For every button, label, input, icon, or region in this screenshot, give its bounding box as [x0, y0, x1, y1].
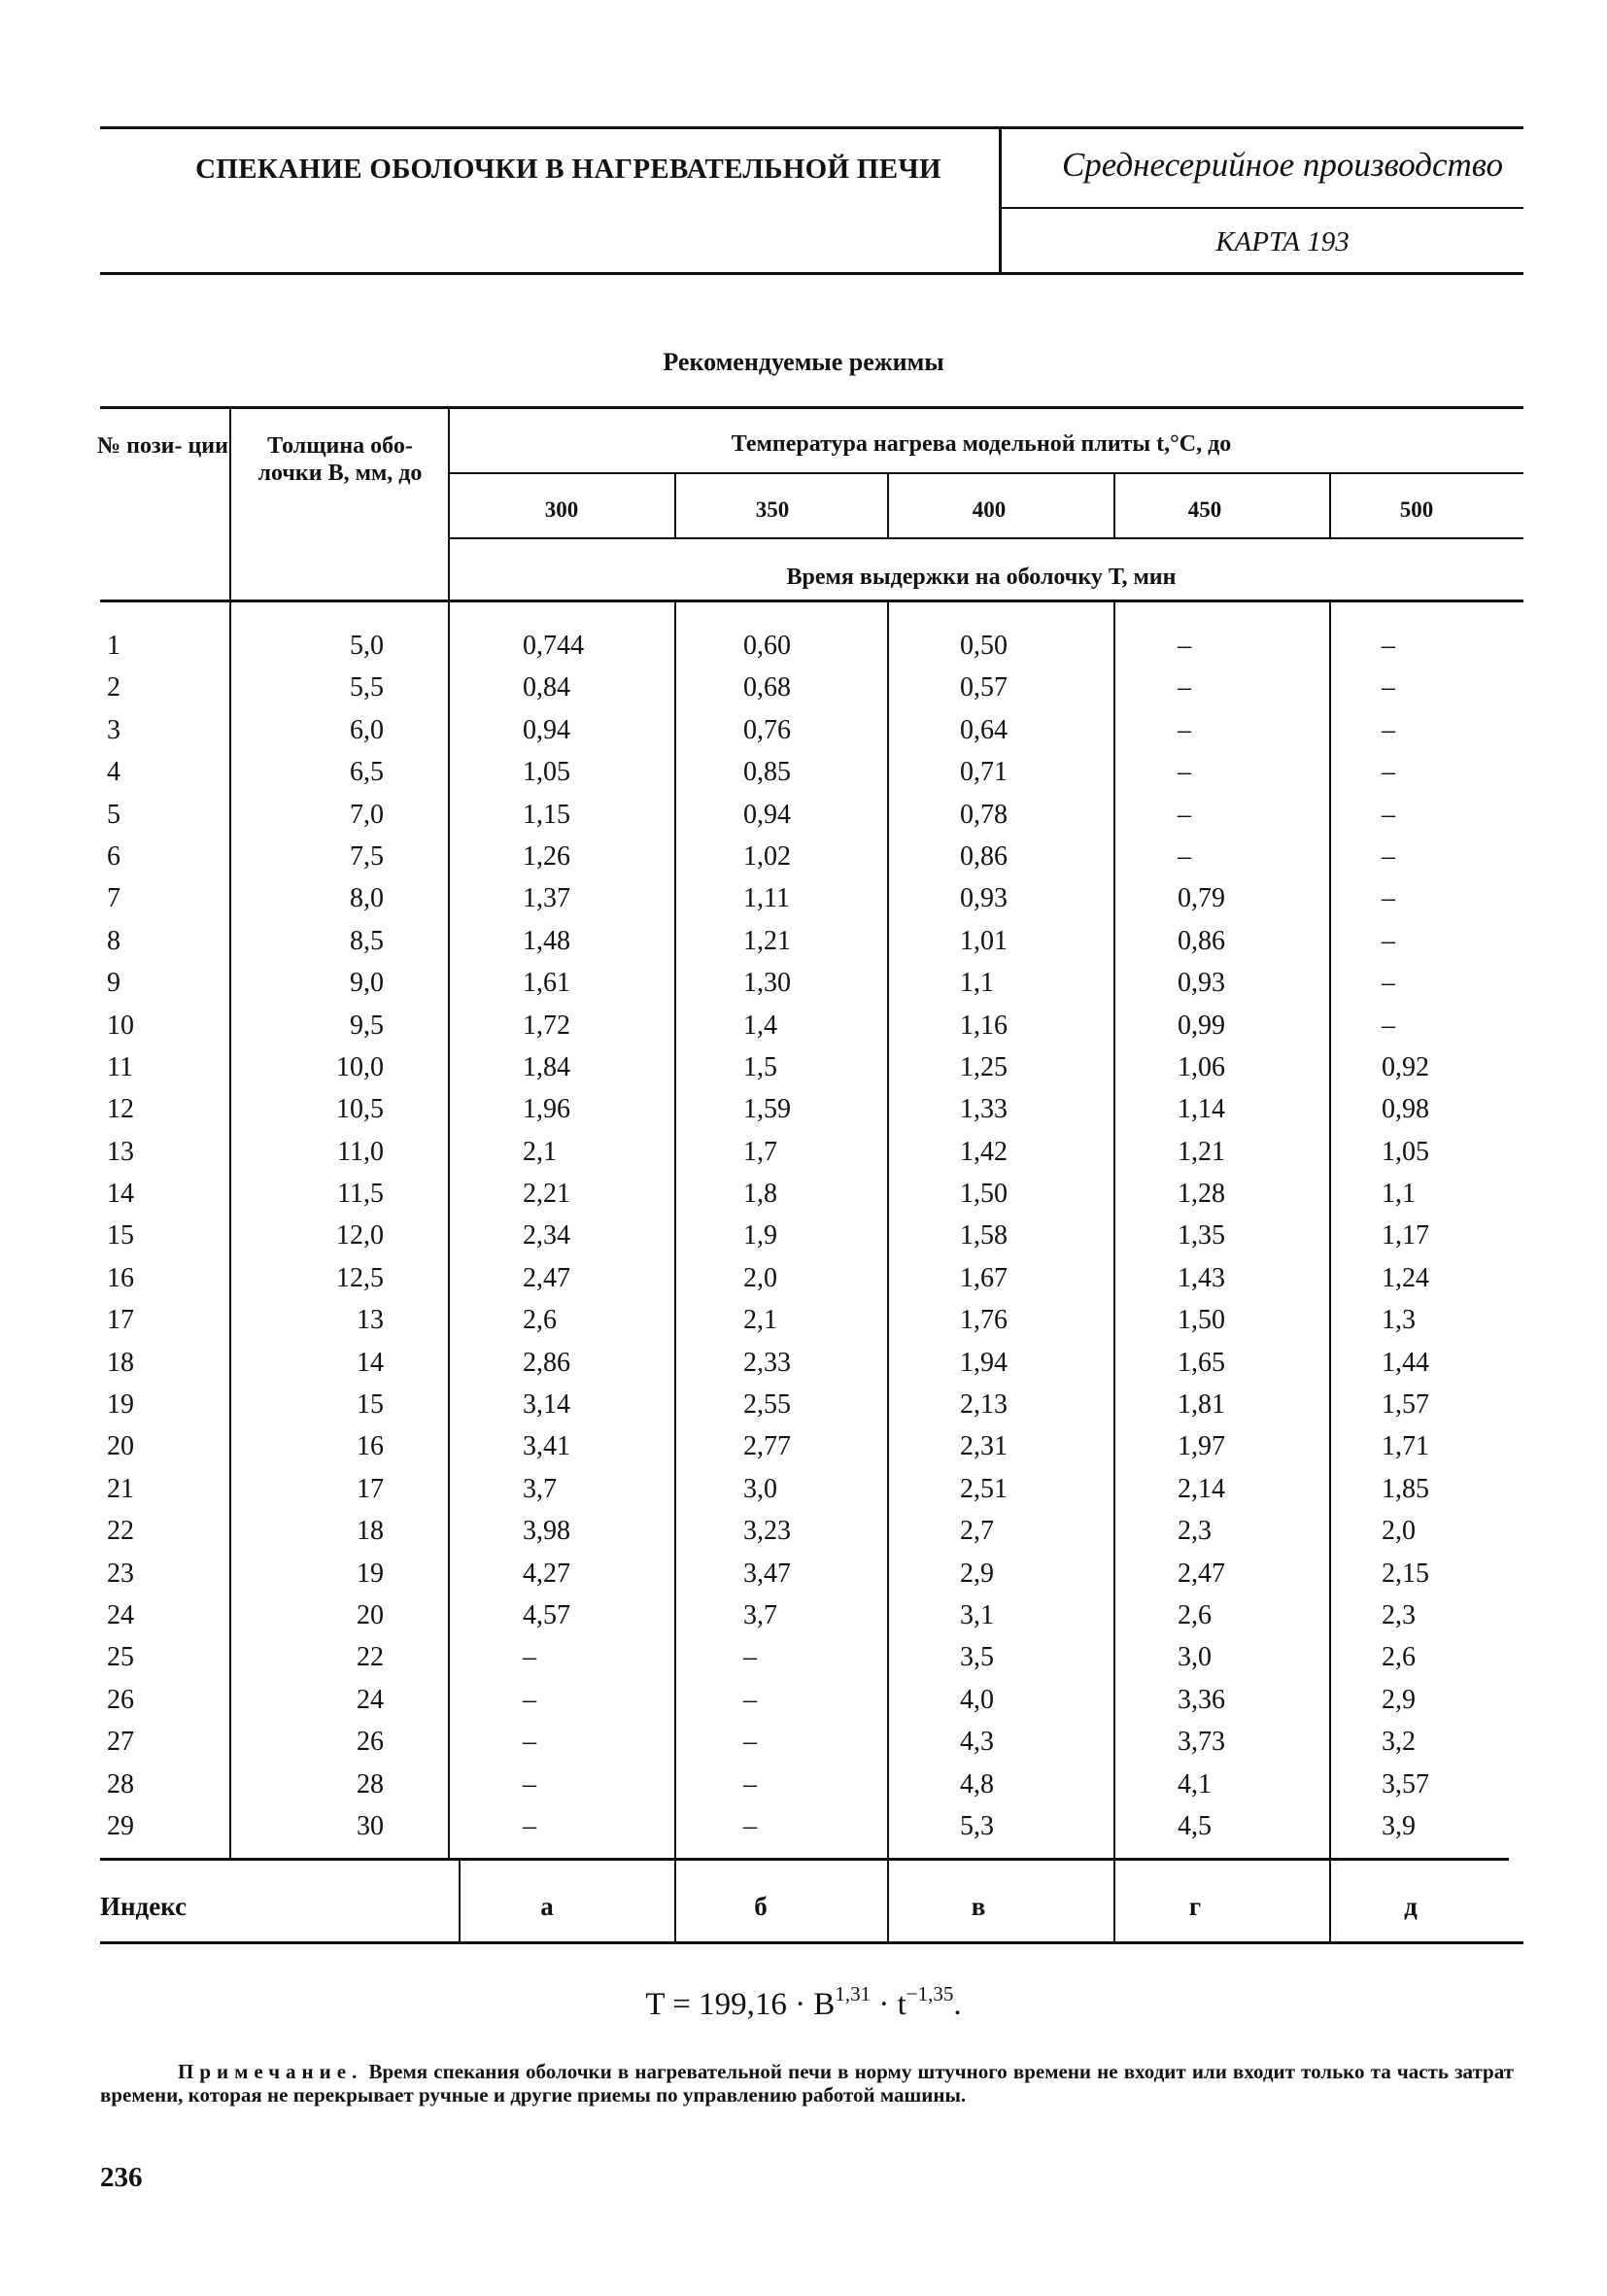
row-time-300: – — [523, 1684, 536, 1715]
row-position: 25 — [107, 1642, 134, 1673]
row-time-350: 2,77 — [743, 1431, 791, 1462]
formula-end: . — [953, 1987, 962, 2022]
row-time-450: 0,99 — [1178, 1010, 1225, 1041]
row-time-400: 0,78 — [960, 799, 1008, 830]
table-row — [0, 1805, 1607, 1847]
row-position: 2 — [107, 672, 120, 703]
index-g: г — [1188, 1892, 1202, 1921]
row-time-400: 5,3 — [960, 1810, 994, 1841]
row-time-500: 0,98 — [1382, 1094, 1429, 1125]
row-time-500: – — [1382, 968, 1395, 999]
row-time-400: 0,50 — [960, 631, 1008, 661]
row-time-300: 1,26 — [523, 840, 570, 872]
table-row — [0, 1594, 1607, 1636]
row-time-450: 3,0 — [1178, 1642, 1212, 1673]
row-time-500: – — [1382, 883, 1395, 914]
row-time-300: 2,86 — [523, 1347, 570, 1378]
table-row — [0, 877, 1607, 919]
row-time-350: 2,0 — [743, 1262, 777, 1293]
row-time-450: 3,73 — [1178, 1727, 1225, 1758]
row-time-300: 1,84 — [523, 1051, 570, 1082]
row-time-450: 1,97 — [1178, 1431, 1225, 1462]
col-divider-5 — [1113, 474, 1115, 539]
row-time-350: 0,60 — [743, 631, 791, 661]
row-position: 4 — [107, 757, 120, 788]
row-time-300: – — [523, 1810, 536, 1841]
row-thickness: 28 — [357, 1768, 384, 1799]
row-time-400: 4,8 — [960, 1768, 994, 1799]
row-position: 24 — [107, 1599, 134, 1630]
row-time-300: 2,1 — [523, 1136, 557, 1167]
row-thickness: 12,0 — [336, 1220, 384, 1251]
temp-400: 400 — [972, 497, 1007, 522]
row-position: 16 — [107, 1262, 134, 1293]
row-time-400: 2,13 — [960, 1389, 1008, 1421]
row-time-350: 3,23 — [743, 1516, 791, 1547]
row-thickness: 15 — [357, 1389, 384, 1421]
row-time-400: 3,1 — [960, 1599, 994, 1630]
row-position: 12 — [107, 1094, 134, 1125]
index-divider-1 — [459, 1860, 461, 1943]
card-number: КАРТА 193 — [1215, 226, 1350, 257]
row-time-400: 2,9 — [960, 1558, 994, 1589]
index-label: Индекс — [100, 1892, 188, 1921]
row-time-350: – — [743, 1810, 757, 1841]
temp-350: 350 — [755, 497, 790, 522]
row-time-500: 1,71 — [1382, 1431, 1429, 1462]
table-row — [0, 1257, 1607, 1299]
row-time-300: 4,27 — [523, 1558, 570, 1589]
row-time-500: 2,9 — [1382, 1684, 1416, 1715]
row-position: 29 — [107, 1810, 134, 1841]
row-time-400: 0,71 — [960, 757, 1008, 788]
row-thickness: 30 — [357, 1810, 384, 1841]
row-position: 1 — [107, 631, 120, 661]
row-position: 23 — [107, 1558, 134, 1589]
col-divider-4 — [887, 474, 889, 539]
row-thickness: 7,5 — [350, 840, 384, 872]
table-bottom-rule — [100, 1858, 1509, 1861]
row-time-300: 0,744 — [523, 631, 584, 661]
row-time-450: 1,35 — [1178, 1220, 1225, 1251]
row-time-350: 2,1 — [743, 1305, 777, 1336]
row-time-300: 1,96 — [523, 1094, 570, 1125]
row-time-400: 2,7 — [960, 1516, 994, 1547]
row-time-350: 1,8 — [743, 1179, 777, 1210]
row-time-350: 3,7 — [743, 1599, 777, 1630]
row-time-500: 2,6 — [1382, 1642, 1416, 1673]
row-time-450: 1,65 — [1178, 1347, 1225, 1378]
table-row — [0, 1679, 1607, 1721]
row-time-400: 1,67 — [960, 1262, 1008, 1293]
row-thickness: 20 — [357, 1599, 384, 1630]
index-d: д — [1404, 1892, 1418, 1921]
row-time-300: 1,15 — [523, 799, 570, 830]
row-time-500: – — [1382, 1010, 1395, 1041]
row-time-350: 1,21 — [743, 925, 791, 956]
row-time-300: 1,72 — [523, 1010, 570, 1041]
header-divider-vertical — [999, 126, 1002, 274]
row-position: 8 — [107, 925, 120, 956]
row-time-300: 4,57 — [523, 1599, 570, 1630]
col-divider-3 — [674, 474, 676, 539]
row-time-300: 2,6 — [523, 1305, 557, 1336]
row-thickness: 5,5 — [350, 672, 384, 703]
row-position: 21 — [107, 1473, 134, 1504]
row-time-500: 1,85 — [1382, 1473, 1429, 1504]
row-time-500: 1,1 — [1382, 1179, 1416, 1210]
row-time-300: 3,7 — [523, 1473, 557, 1504]
row-position: 17 — [107, 1305, 134, 1336]
row-time-350: 1,11 — [743, 883, 790, 914]
table-row — [0, 1342, 1607, 1384]
row-time-500: 1,44 — [1382, 1347, 1429, 1378]
table-row — [0, 1173, 1607, 1215]
table-row — [0, 1510, 1607, 1552]
row-time-450: 4,5 — [1178, 1810, 1212, 1841]
row-time-300: 3,98 — [523, 1516, 570, 1547]
row-thickness: 9,5 — [350, 1010, 384, 1041]
index-v: в — [971, 1892, 986, 1921]
row-time-300: 1,48 — [523, 925, 570, 956]
head-bottom-rule — [100, 600, 1523, 602]
row-thickness: 16 — [357, 1431, 384, 1462]
row-time-500: – — [1382, 925, 1395, 956]
row-thickness: 11,0 — [337, 1136, 384, 1167]
table-row — [0, 667, 1607, 708]
row-time-450: 1,14 — [1178, 1094, 1225, 1125]
row-time-500: – — [1382, 714, 1395, 745]
table-top-rule — [100, 406, 1523, 409]
row-thickness: 7,0 — [350, 799, 384, 830]
row-time-400: 3,5 — [960, 1642, 994, 1673]
table-row — [0, 1553, 1607, 1594]
note-lead: Примечание. — [178, 2060, 363, 2083]
row-position: 22 — [107, 1516, 134, 1547]
table-row — [0, 751, 1607, 793]
row-time-400: 1,58 — [960, 1220, 1008, 1251]
row-time-500: 2,3 — [1382, 1599, 1416, 1630]
row-thickness: 14 — [357, 1347, 384, 1378]
table-row — [0, 794, 1607, 836]
row-time-400: 0,57 — [960, 672, 1008, 703]
row-time-500: 1,57 — [1382, 1389, 1429, 1421]
row-time-500: – — [1382, 799, 1395, 830]
row-time-400: 0,93 — [960, 883, 1008, 914]
row-thickness: 8,5 — [350, 925, 384, 956]
row-time-450: 0,86 — [1178, 925, 1225, 956]
row-position: 3 — [107, 714, 120, 745]
table-row — [0, 962, 1607, 1004]
row-thickness: 10,5 — [336, 1094, 384, 1125]
page-number: 236 — [100, 2162, 143, 2193]
row-thickness: 12,5 — [336, 1262, 384, 1293]
row-time-400: 0,86 — [960, 840, 1008, 872]
row-position: 15 — [107, 1220, 134, 1251]
row-time-350: 1,30 — [743, 968, 791, 999]
table-row — [0, 1721, 1607, 1763]
row-time-300: 0,84 — [523, 672, 570, 703]
note-text: Время спекания оболочки в нагревательной печи в норму штучного времени не входит или входит только та часть затрат времени, которая не перекрывает ручные и другие приемы по управлению работой машины. — [100, 2060, 1514, 2107]
row-time-300: – — [523, 1768, 536, 1799]
row-thickness: 26 — [357, 1727, 384, 1758]
header-bottom-rule — [100, 272, 1523, 275]
table-row — [0, 1046, 1607, 1088]
table-row — [0, 709, 1607, 751]
row-thickness: 19 — [357, 1558, 384, 1589]
row-time-450: 0,93 — [1178, 968, 1225, 999]
table-row — [0, 1005, 1607, 1046]
index-bottom-rule — [100, 1941, 1523, 1944]
row-time-450: 1,50 — [1178, 1305, 1225, 1336]
row-time-450: – — [1178, 757, 1191, 788]
row-time-400: 4,3 — [960, 1727, 994, 1758]
row-thickness: 8,0 — [350, 883, 384, 914]
table-row — [0, 1468, 1607, 1510]
row-time-500: 1,24 — [1382, 1262, 1429, 1293]
table-row — [0, 1636, 1607, 1678]
row-time-450: 1,81 — [1178, 1389, 1225, 1421]
card-title: СПЕКАНИЕ ОБОЛОЧКИ В НАГРЕВАТЕЛЬНОЙ ПЕЧИ — [195, 154, 941, 185]
temp-450: 450 — [1187, 497, 1222, 522]
row-time-350: 1,59 — [743, 1094, 791, 1125]
row-time-400: 1,76 — [960, 1305, 1008, 1336]
row-time-500: 3,9 — [1382, 1810, 1416, 1841]
row-time-300: 0,94 — [523, 714, 570, 745]
temp-300: 300 — [544, 497, 579, 522]
table-row — [0, 1299, 1607, 1341]
table-body — [0, 625, 1607, 1847]
row-time-500: 3,57 — [1382, 1768, 1429, 1799]
row-thickness: 24 — [357, 1684, 384, 1715]
row-time-450: – — [1178, 714, 1191, 745]
row-position: 11 — [107, 1051, 133, 1082]
row-time-450: – — [1178, 840, 1191, 872]
row-position: 7 — [107, 883, 120, 914]
row-time-300: 2,34 — [523, 1220, 570, 1251]
row-time-450: 2,3 — [1178, 1516, 1212, 1547]
row-position: 28 — [107, 1768, 134, 1799]
row-time-300: 2,21 — [523, 1179, 570, 1210]
row-time-400: 2,51 — [960, 1473, 1008, 1504]
row-time-300: – — [523, 1727, 536, 1758]
header-hold-time: Время выдержки на оболочку Т, мин — [786, 565, 1177, 590]
production-type: Среднесерийное производство — [1061, 146, 1504, 184]
row-time-350: – — [743, 1642, 757, 1673]
row-thickness: 17 — [357, 1473, 384, 1504]
row-time-350: 2,33 — [743, 1347, 791, 1378]
table-row — [0, 1215, 1607, 1256]
table-row — [0, 625, 1607, 667]
row-thickness: 13 — [357, 1305, 384, 1336]
row-position: 20 — [107, 1431, 134, 1462]
row-time-350: 1,02 — [743, 840, 791, 872]
table-row — [0, 920, 1607, 962]
row-time-450: 1,21 — [1178, 1136, 1225, 1167]
row-thickness: 9,0 — [350, 968, 384, 999]
table-row — [0, 1384, 1607, 1425]
row-thickness: 6,5 — [350, 757, 384, 788]
row-thickness: 6,0 — [350, 714, 384, 745]
row-time-400: 2,31 — [960, 1431, 1008, 1462]
row-time-350: 1,9 — [743, 1220, 777, 1251]
row-time-450: 2,47 — [1178, 1558, 1225, 1589]
header-position: № пози- ции — [97, 433, 228, 459]
row-time-350: 3,0 — [743, 1473, 777, 1504]
row-time-350: 1,5 — [743, 1051, 777, 1082]
row-time-500: 2,15 — [1382, 1558, 1429, 1589]
formula-lhs: T = 199,16 · B — [645, 1987, 836, 2022]
col-divider-6 — [1329, 474, 1331, 539]
row-time-500: 1,05 — [1382, 1136, 1429, 1167]
table-row — [0, 1088, 1607, 1130]
formula-mid: · t — [871, 1987, 906, 2022]
row-time-500: – — [1382, 631, 1395, 661]
row-time-350: – — [743, 1768, 757, 1799]
table-row — [0, 836, 1607, 877]
row-time-400: 1,42 — [960, 1136, 1008, 1167]
row-time-350: – — [743, 1684, 757, 1715]
row-time-300: 1,61 — [523, 968, 570, 999]
row-time-400: 4,0 — [960, 1684, 994, 1715]
table-row — [0, 1764, 1607, 1805]
row-time-450: 2,14 — [1178, 1473, 1225, 1504]
row-time-450: 4,1 — [1178, 1768, 1212, 1799]
row-position: 10 — [107, 1010, 134, 1041]
header-top-rule — [100, 126, 1523, 129]
row-thickness: 22 — [357, 1642, 384, 1673]
table-row — [0, 1131, 1607, 1173]
formula — [0, 1982, 1607, 2023]
row-position: 18 — [107, 1347, 134, 1378]
table-subtitle: Рекомендуемые режимы — [663, 348, 944, 376]
row-time-500: 1,17 — [1382, 1220, 1429, 1251]
row-time-400: 0,64 — [960, 714, 1008, 745]
row-time-400: 1,94 — [960, 1347, 1008, 1378]
row-time-400: 1,16 — [960, 1010, 1008, 1041]
row-time-500: 3,2 — [1382, 1727, 1416, 1758]
index-b: б — [754, 1892, 768, 1921]
row-thickness: 11,5 — [337, 1179, 384, 1210]
row-time-450: 3,36 — [1178, 1684, 1225, 1715]
row-position: 6 — [107, 840, 120, 872]
row-time-400: 1,1 — [960, 968, 994, 999]
formula-exp-b: 1,31 — [835, 1982, 872, 2005]
row-time-300: – — [523, 1642, 536, 1673]
header-temperature: Температура нагрева модельной плиты t,°C, до — [731, 431, 1232, 457]
row-position: 5 — [107, 799, 120, 830]
row-time-300: 2,47 — [523, 1262, 570, 1293]
row-time-300: 1,05 — [523, 757, 570, 788]
row-time-300: 1,37 — [523, 883, 570, 914]
row-time-450: 1,06 — [1178, 1051, 1225, 1082]
header-mid-rule — [1001, 207, 1523, 209]
row-time-350: – — [743, 1727, 757, 1758]
table-row — [0, 1425, 1607, 1467]
temp-header-rule — [450, 472, 1523, 474]
row-time-500: 0,92 — [1382, 1051, 1429, 1082]
row-time-450: 0,79 — [1178, 883, 1225, 914]
row-position: 26 — [107, 1684, 134, 1715]
row-time-500: – — [1382, 757, 1395, 788]
row-thickness: 5,0 — [350, 631, 384, 661]
row-time-350: 0,76 — [743, 714, 791, 745]
row-position: 19 — [107, 1389, 134, 1421]
row-position: 14 — [107, 1179, 134, 1210]
row-time-450: – — [1178, 631, 1191, 661]
row-position: 9 — [107, 968, 120, 999]
row-time-500: 1,3 — [1382, 1305, 1416, 1336]
temp-500: 500 — [1399, 497, 1434, 522]
formula-exp-t: −1,35 — [906, 1982, 954, 2005]
row-time-450: 2,6 — [1178, 1599, 1212, 1630]
row-time-450: 1,28 — [1178, 1179, 1225, 1210]
row-time-350: 0,94 — [743, 799, 791, 830]
row-thickness: 18 — [357, 1516, 384, 1547]
row-time-500: – — [1382, 672, 1395, 703]
row-time-350: 0,68 — [743, 672, 791, 703]
row-time-350: 0,85 — [743, 757, 791, 788]
row-time-350: 1,7 — [743, 1136, 777, 1167]
temp-values-rule — [450, 537, 1523, 539]
row-time-450: – — [1178, 672, 1191, 703]
row-time-350: 2,55 — [743, 1389, 791, 1421]
row-time-350: 1,4 — [743, 1010, 777, 1041]
row-time-500: – — [1382, 840, 1395, 872]
row-time-400: 1,33 — [960, 1094, 1008, 1125]
row-time-400: 1,01 — [960, 925, 1008, 956]
row-time-500: 2,0 — [1382, 1516, 1416, 1547]
row-position: 13 — [107, 1136, 134, 1167]
row-time-350: 3,47 — [743, 1558, 791, 1589]
note — [100, 2060, 1514, 2107]
row-position: 27 — [107, 1727, 134, 1758]
row-time-300: 3,14 — [523, 1389, 570, 1421]
row-time-450: – — [1178, 799, 1191, 830]
row-time-400: 1,25 — [960, 1051, 1008, 1082]
row-time-450: 1,43 — [1178, 1262, 1225, 1293]
row-time-300: 3,41 — [523, 1431, 570, 1462]
header-thickness: Толщина обо- лочки В, мм, до — [257, 433, 423, 486]
row-time-400: 1,50 — [960, 1179, 1008, 1210]
row-thickness: 10,0 — [336, 1051, 384, 1082]
index-a: а — [540, 1892, 554, 1921]
